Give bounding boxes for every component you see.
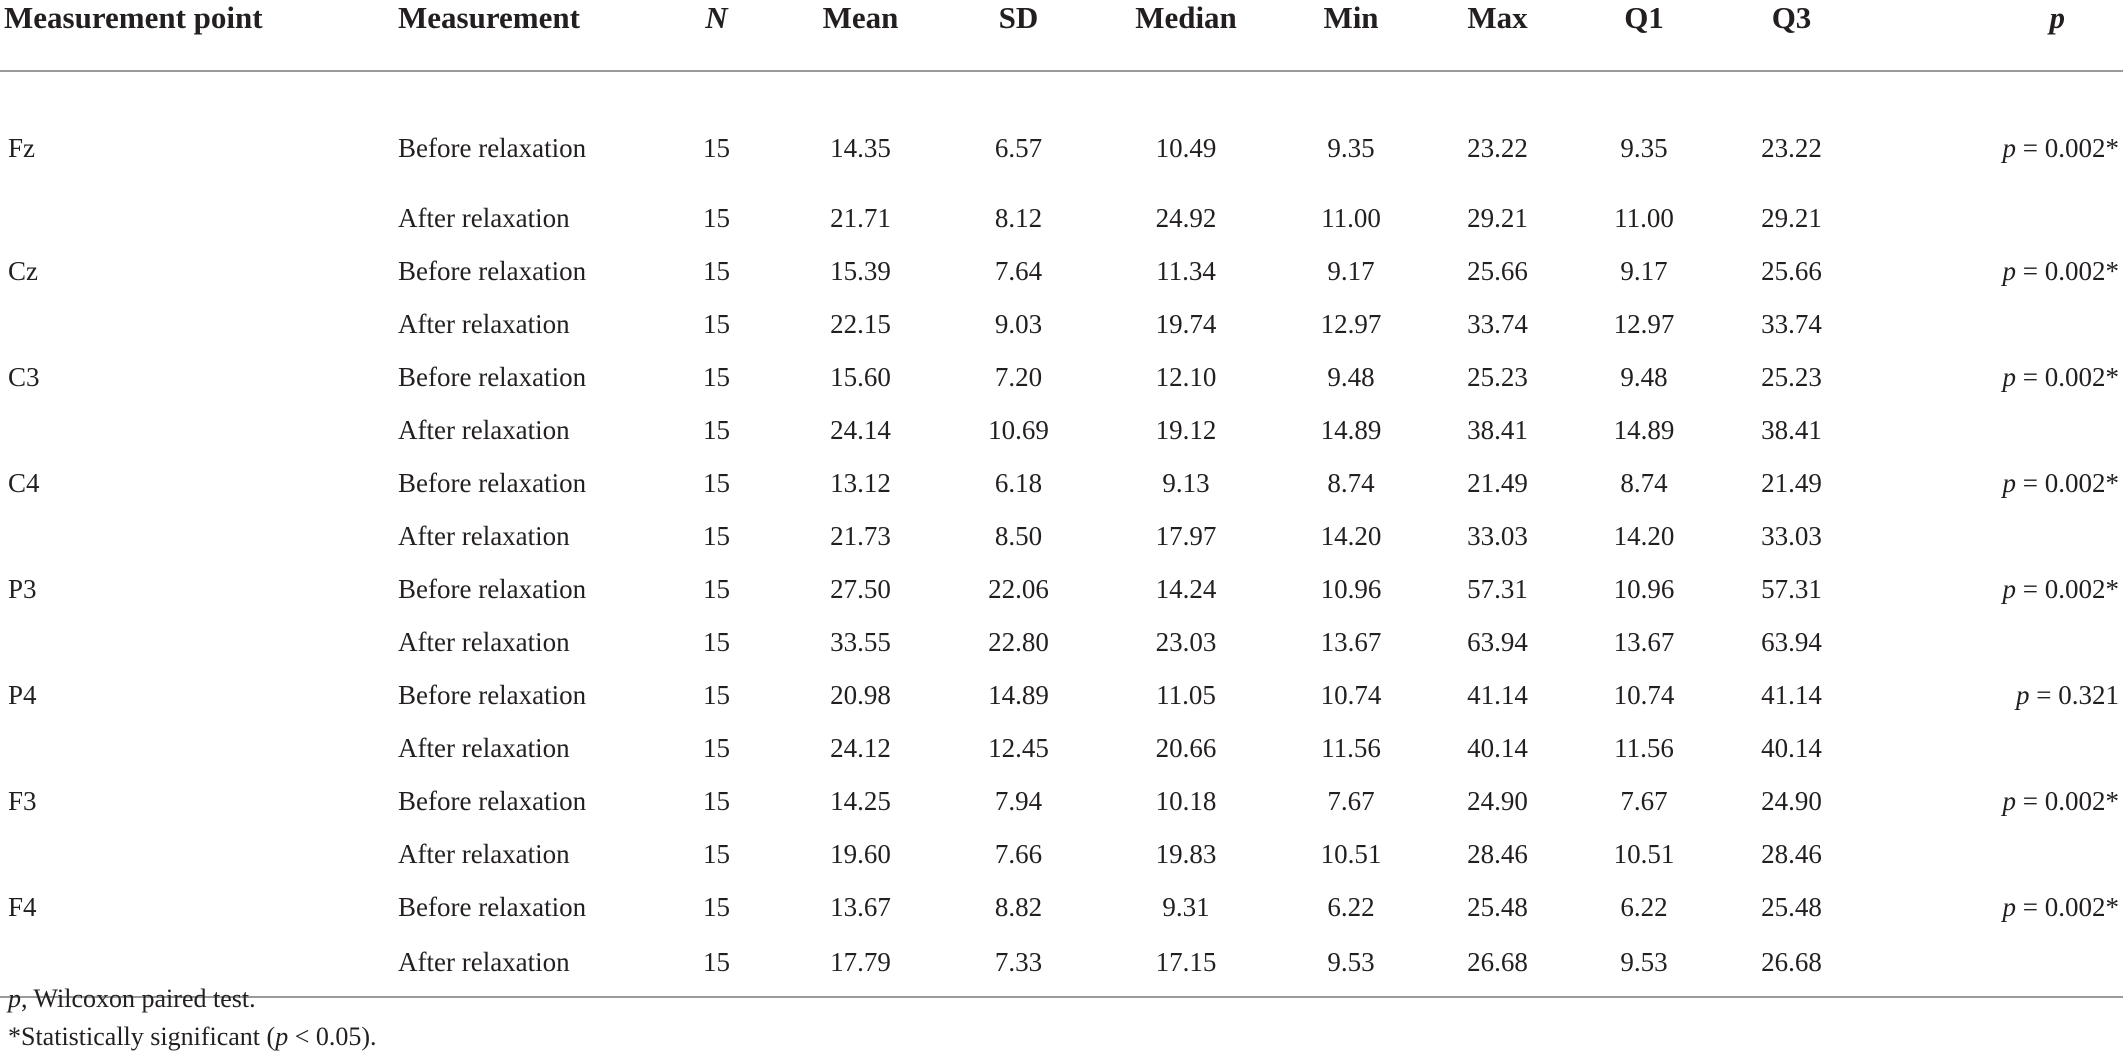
cell-n: 15 [703, 203, 730, 233]
header-row [0, 0, 2123, 71]
cell-median: 10.18 [1155, 786, 1217, 816]
cell-n: 15 [703, 521, 730, 551]
header-min: Min [1281, 0, 1421, 71]
cell-n: 15 [658, 934, 775, 997]
cell-q1: 9.53 [1574, 934, 1714, 997]
cell-q1: 8.74 [1620, 468, 1668, 498]
cell-max: 33.03 [1467, 521, 1528, 551]
cell-min: 10.51 [1320, 839, 1382, 869]
cell-max: 38.41 [1467, 415, 1528, 445]
cell-p-value [1869, 510, 2123, 563]
cell-mean: 13.67 [830, 892, 891, 922]
cell-mean: 22.15 [830, 309, 891, 339]
cell-min: 9.17 [1327, 256, 1375, 286]
cell-mean: 13.12 [830, 468, 891, 498]
cell-median: 9.13 [1162, 468, 1210, 498]
cell-q3: 33.03 [1761, 521, 1822, 551]
cell-q3: 23.22 [1761, 132, 1822, 163]
cell-n: 15 [703, 132, 730, 163]
header-mean: Mean [775, 0, 946, 71]
cell-max: 25.23 [1467, 362, 1528, 392]
cell-measurement-point: F4 [8, 892, 37, 922]
cell-sd: 22.06 [988, 574, 1049, 604]
cell-q1: 13.67 [1613, 627, 1675, 657]
cell-sd: 10.69 [988, 415, 1049, 445]
cell-mean: 15.39 [830, 256, 891, 286]
cell-q1: 9.17 [1620, 256, 1668, 286]
cell-mean: 15.60 [830, 362, 891, 392]
table-row [0, 722, 2123, 775]
cell-p-value [1869, 722, 2123, 775]
cell-q3: 25.23 [1761, 362, 1822, 392]
cell-sd: 8.12 [994, 203, 1043, 233]
cell-max: 21.49 [1467, 468, 1528, 498]
cell-median: 10.49 [1155, 132, 1217, 163]
cell-measurement: After relaxation [398, 627, 570, 657]
cell-p-value [1869, 828, 2123, 881]
cell-n: 15 [703, 415, 730, 445]
table-row [0, 563, 2123, 616]
cell-q3: 28.46 [1761, 839, 1822, 869]
cell-p-value: p = 0.321 [2016, 680, 2119, 710]
cell-median: 20.66 [1155, 733, 1217, 763]
cell-mean: 20.98 [830, 680, 891, 710]
header-measurement-point: Measurement point [0, 0, 398, 71]
cell-measurement: Before relaxation [398, 786, 587, 816]
cell-q3: 25.66 [1761, 256, 1822, 286]
cell-median: 19.12 [1155, 415, 1217, 445]
cell-sd: 6.18 [994, 468, 1043, 498]
table-row [0, 351, 2123, 404]
cell-p-value [1869, 616, 2123, 669]
cell-mean: 24.12 [830, 733, 891, 763]
cell-q1: 12.97 [1613, 309, 1675, 339]
cell-measurement: Before relaxation [398, 574, 587, 604]
table-row [0, 71, 2123, 192]
cell-mean: 14.35 [830, 132, 891, 163]
table-row [0, 881, 2123, 934]
cell-p-value: p = 0.002* [2002, 892, 2119, 922]
cell-min: 14.20 [1320, 521, 1382, 551]
cell-median: 23.03 [1155, 627, 1217, 657]
cell-mean: 19.60 [830, 839, 891, 869]
cell-min: 10.74 [1320, 680, 1382, 710]
cell-p-value: p = 0.002* [2002, 786, 2119, 816]
cell-max: 41.14 [1467, 680, 1528, 710]
cell-measurement: Before relaxation [398, 680, 587, 710]
cell-q3: 57.31 [1761, 574, 1822, 604]
cell-measurement-point: C4 [8, 468, 40, 498]
header-q3: Q3 [1714, 0, 1869, 71]
cell-measurement-point: Fz [8, 132, 35, 163]
cell-q1: 9.48 [1620, 362, 1668, 392]
cell-measurement-point [0, 192, 398, 245]
cell-min: 9.53 [1281, 934, 1421, 997]
cell-measurement: Before relaxation [398, 892, 587, 922]
cell-q1: 10.51 [1613, 839, 1675, 869]
cell-max: 26.68 [1421, 934, 1574, 997]
cell-median: 19.74 [1155, 309, 1217, 339]
cell-min: 11.56 [1321, 733, 1381, 763]
cell-measurement-point [0, 616, 398, 669]
cell-measurement-point: F3 [8, 786, 37, 816]
cell-p-value: p = 0.002* [2002, 574, 2119, 604]
cell-sd: 8.82 [994, 892, 1043, 922]
cell-min: 6.22 [1327, 892, 1375, 922]
cell-median: 14.24 [1155, 574, 1217, 604]
cell-p-value: p = 0.002* [2002, 256, 2119, 286]
header-n: N [658, 0, 775, 71]
cell-q3: 63.94 [1761, 627, 1822, 657]
cell-min: 9.48 [1327, 362, 1375, 392]
cell-measurement-point [0, 828, 398, 881]
cell-min: 9.35 [1327, 132, 1375, 163]
cell-sd: 8.50 [994, 521, 1043, 551]
header-q1: Q1 [1574, 0, 1714, 71]
cell-q3: 38.41 [1761, 415, 1822, 445]
table-row [0, 298, 2123, 351]
cell-measurement: After relaxation [398, 934, 658, 997]
cell-measurement: After relaxation [398, 415, 570, 445]
cell-n: 15 [703, 680, 730, 710]
cell-q3: 29.21 [1761, 203, 1822, 233]
cell-n: 15 [703, 256, 730, 286]
cell-q3: 25.48 [1761, 892, 1822, 922]
cell-min: 10.96 [1320, 574, 1382, 604]
cell-max: 57.31 [1467, 574, 1528, 604]
cell-mean: 14.25 [830, 786, 891, 816]
cell-sd: 7.94 [994, 786, 1043, 816]
cell-p-value [1869, 934, 2123, 997]
cell-median: 12.10 [1155, 362, 1217, 392]
cell-median: 11.05 [1156, 680, 1216, 710]
header-sd: SD [946, 0, 1091, 71]
cell-p-value: p = 0.002* [2002, 362, 2119, 392]
cell-sd: 9.03 [994, 309, 1043, 339]
cell-q1: 11.56 [1614, 733, 1674, 763]
cell-measurement: Before relaxation [398, 256, 587, 286]
cell-q3: 26.68 [1714, 934, 1869, 997]
cell-p-value [1869, 404, 2123, 457]
header-median: Median [1091, 0, 1281, 71]
cell-max: 23.22 [1467, 132, 1528, 163]
cell-mean: 24.14 [830, 415, 891, 445]
cell-mean: 27.50 [830, 574, 891, 604]
cell-median: 19.83 [1155, 839, 1217, 869]
cell-max: 63.94 [1467, 627, 1528, 657]
table-row [0, 245, 2123, 298]
cell-max: 25.48 [1467, 892, 1528, 922]
cell-measurement-point [0, 298, 398, 351]
cell-measurement: After relaxation [398, 521, 570, 551]
cell-n: 15 [703, 733, 730, 763]
cell-n: 15 [703, 574, 730, 604]
cell-q3: 33.74 [1761, 309, 1822, 339]
cell-max: 24.90 [1467, 786, 1528, 816]
cell-q1: 6.22 [1620, 892, 1668, 922]
cell-median: 9.31 [1162, 892, 1210, 922]
cell-mean: 21.73 [830, 521, 891, 551]
cell-p-value: p = 0.002* [2002, 468, 2119, 498]
table-row [0, 192, 2123, 245]
table-row [0, 828, 2123, 881]
cell-measurement-point: P4 [8, 680, 37, 710]
cell-n: 15 [703, 468, 730, 498]
cell-min: 12.97 [1320, 309, 1382, 339]
cell-measurement-point [0, 404, 398, 457]
header-p: p [1869, 0, 2123, 71]
cell-max: 40.14 [1467, 733, 1528, 763]
cell-sd: 14.89 [988, 680, 1049, 710]
cell-measurement: After relaxation [398, 733, 570, 763]
cell-n: 15 [703, 309, 730, 339]
cell-q1: 10.74 [1613, 680, 1675, 710]
cell-sd: 7.33 [946, 934, 1091, 997]
cell-measurement: After relaxation [398, 839, 570, 869]
cell-measurement: Before relaxation [398, 468, 587, 498]
cell-q3: 41.14 [1761, 680, 1822, 710]
cell-min: 13.67 [1320, 627, 1382, 657]
cell-q1: 11.00 [1614, 203, 1674, 233]
table-body [0, 71, 2123, 997]
cell-p-value [1869, 298, 2123, 351]
cell-min: 11.00 [1321, 203, 1381, 233]
cell-measurement-point: P3 [8, 574, 37, 604]
cell-p-value [1869, 192, 2123, 245]
cell-mean: 17.79 [775, 934, 946, 997]
cell-sd: 6.57 [994, 132, 1043, 163]
cell-sd: 7.64 [994, 256, 1043, 286]
table-row [0, 616, 2123, 669]
cell-measurement-point [0, 510, 398, 563]
cell-sd: 22.80 [988, 627, 1049, 657]
cell-q1: 7.67 [1620, 786, 1668, 816]
cell-max: 25.66 [1467, 256, 1528, 286]
cell-max: 33.74 [1467, 309, 1528, 339]
cell-n: 15 [703, 627, 730, 657]
table-row [0, 404, 2123, 457]
cell-q1: 10.96 [1613, 574, 1675, 604]
cell-sd: 7.66 [994, 839, 1043, 869]
cell-measurement-point: C3 [8, 362, 40, 392]
cell-measurement-point [0, 722, 398, 775]
cell-min: 8.74 [1327, 468, 1375, 498]
cell-measurement: Before relaxation [398, 132, 587, 163]
cell-median: 11.34 [1156, 256, 1216, 286]
cell-q1: 14.89 [1613, 415, 1675, 445]
cell-sd: 7.20 [994, 362, 1043, 392]
cell-mean: 21.71 [830, 203, 891, 233]
footnote-significance: *Statistically significant (p < 0.05). [8, 1022, 377, 1051]
cell-n: 15 [703, 362, 730, 392]
cell-mean: 33.55 [830, 627, 891, 657]
table-row [0, 775, 2123, 828]
cell-max: 28.46 [1467, 839, 1528, 869]
table-row [0, 669, 2123, 722]
cell-measurement: After relaxation [398, 309, 570, 339]
table-header [0, 0, 2123, 71]
cell-q3: 40.14 [1761, 733, 1822, 763]
table-row [0, 510, 2123, 563]
cell-n: 15 [703, 786, 730, 816]
cell-median: 17.15 [1091, 934, 1281, 997]
footnote-wilcoxon: p, Wilcoxon paired test. [8, 984, 256, 1013]
header-measurement: Measurement [398, 0, 658, 71]
cell-median: 17.97 [1155, 521, 1217, 551]
cell-n: 15 [703, 892, 730, 922]
cell-p-value: p = 0.002* [2002, 132, 2119, 163]
cell-measurement: After relaxation [398, 203, 570, 233]
header-max: Max [1421, 0, 1574, 71]
cell-measurement: Before relaxation [398, 362, 587, 392]
cell-q1: 14.20 [1613, 521, 1675, 551]
cell-q3: 24.90 [1761, 786, 1822, 816]
cell-min: 7.67 [1327, 786, 1375, 816]
footnotes [8, 980, 377, 1056]
cell-q3: 21.49 [1761, 468, 1822, 498]
cell-median: 24.92 [1155, 203, 1217, 233]
cell-min: 14.89 [1320, 415, 1382, 445]
cell-measurement-point: Cz [8, 256, 38, 286]
cell-n: 15 [703, 839, 730, 869]
cell-max: 29.21 [1467, 203, 1528, 233]
cell-q1: 9.35 [1620, 132, 1668, 163]
cell-sd: 12.45 [988, 733, 1049, 763]
table-row [0, 457, 2123, 510]
